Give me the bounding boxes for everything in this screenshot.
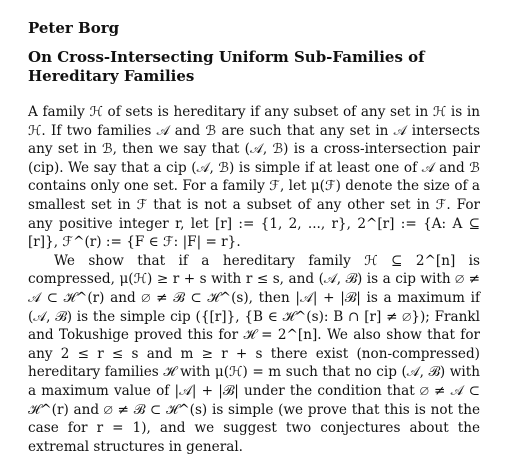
author-name: Peter Borg (28, 19, 120, 37)
abstract-paragraph-1: A family ℋ of sets is hereditary if any subset of any set in ℋ is in ℋ. If two families 𝒜 and ℬ are such that any set in 𝒜 intersects any set in ℬ, then we say that (𝒜, ℬ) is a cross-intersection pair (cip). We say that a cip (𝒜, ℬ) is simple if at least one of 𝒜 and ℬ contains only one set. For a family ℱ, let μ(ℱ) denote the size of a smallest set in ℱ that is not a subset of any other set in ℱ. For any positive integer r, let [r] := {1, 2, ..., r}, 2^[r] := {A: A ⊆ [r]}, ℱ^(r) := {F ∈ ℱ: |F| = r}. (28, 104, 480, 251)
abstract (28, 103, 480, 456)
abstract-paragraph-2: We show that if a hereditary family ℋ ⊆ 2^[n] is compressed, μ(ℋ) ≥ r + s with r ≤ s, and (𝒜, ℬ) is a cip with ∅ ≠ 𝒜 ⊂ ℋ^(r) and ∅ ≠ ℬ ⊂ ℋ^(s), then |𝒜| + |ℬ| is a maximum if (𝒜, ℬ) is the simple cip ({[r]}, {B ∈ ℋ^(s): B ∩ [r] ≠ ∅}); Frankl and Tokushige proved this for ℋ = 2^[n]. We also show that for any 2 ≤ r ≤ s and m ≥ r + s there exist (non-compressed) hereditary families ℋ with μ(ℋ) = m such that no cip (𝒜, ℬ) with a maximum value of |𝒜| + |ℬ| under the condition that ∅ ≠ 𝒜 ⊂ ℋ^(r) and ∅ ≠ ℬ ⊂ ℋ^(s) is simple (we prove that this is not the case for r = 1), and we suggest two conjectures about the extremal structures in general. (28, 252, 480, 455)
paper-title: On Cross-Intersecting Uniform Sub-Families of Hereditary Families (28, 48, 425, 85)
paper-page (28, 18, 480, 456)
